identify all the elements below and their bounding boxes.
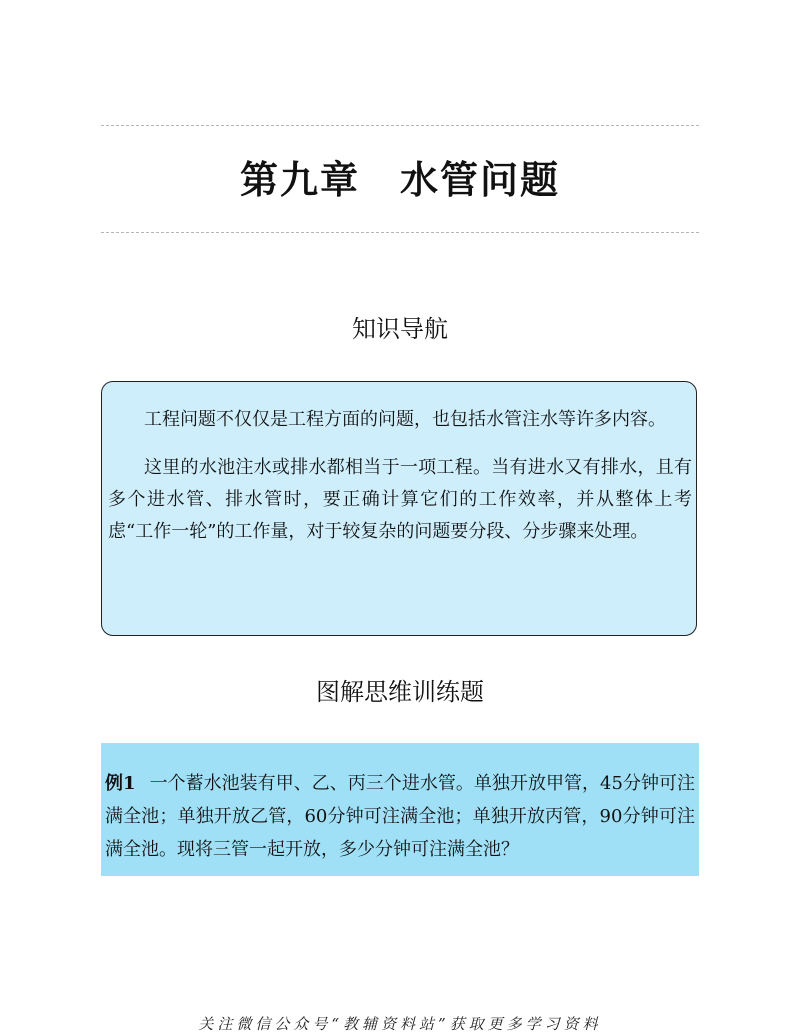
- knowledge-paragraph-1: 工程问题不仅仅是工程方面的问题，也包括水管注水等许多内容。: [144, 409, 666, 430]
- footer-note: 关注微信公众号“教辅资料站”获取更多学习资料: [198, 1015, 602, 1033]
- example-label: 例1: [105, 773, 136, 794]
- example-box: [101, 743, 699, 876]
- knowledge-paragraph-2: 这里的水池注水或排水都相当于一项工程。当有进水又有排水，且有多个进水管、排水管时，要正确计算它们的工作效率，并从整体上考虑“工作一轮”的工作量，对于较复杂的问题要分段、分步骤来处理。: [108, 457, 692, 542]
- training-heading: 图解思维训练题: [316, 678, 484, 706]
- example-text: 一个蓄水池装有甲、乙、丙三个进水管。单独开放甲管，45分钟可注满全池；单独开放乙管，60分钟可注满全池；单独开放丙管，90分钟可注满全池。现将三管一起开放，多少分钟可注满全池？: [105, 773, 695, 860]
- knowledge-box: [101, 381, 697, 636]
- top-divider: [101, 125, 699, 126]
- example-paragraph: [105, 767, 695, 866]
- knowledge-heading: 知识导航: [352, 315, 448, 343]
- chapter-title: 第九章 水管问题: [239, 158, 560, 202]
- bottom-divider: [101, 232, 699, 233]
